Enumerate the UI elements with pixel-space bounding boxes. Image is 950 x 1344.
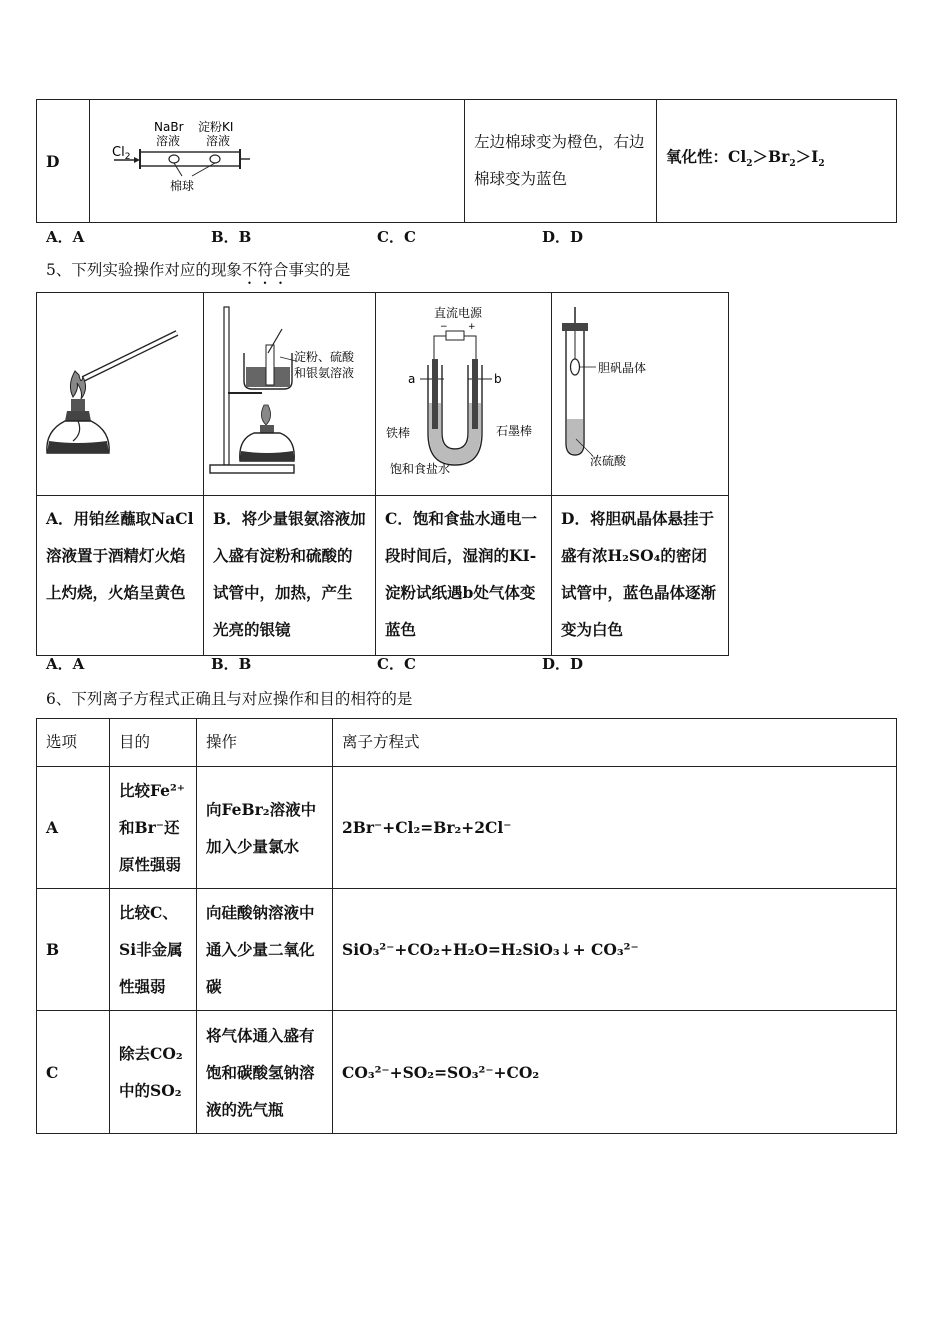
- b-label-2: 和银氨溶液: [294, 366, 355, 380]
- q5-diagram-d: [552, 293, 729, 496]
- c-brine-label: 饱和食盐水: [390, 462, 451, 476]
- q5-option-c[interactable]: C．C: [377, 655, 416, 673]
- q6-row-a-option: A: [37, 767, 110, 889]
- q6-row-c: [37, 1011, 897, 1134]
- q4-option-b[interactable]: B．B: [211, 228, 252, 246]
- q6-row-b-equation: SiO₃²⁻+CO₂+H₂O=H₂SiO₃↓+ CO₃²⁻: [333, 889, 897, 1011]
- q6-header-purpose: 目的: [110, 719, 197, 767]
- q6-row-b: [37, 889, 897, 1011]
- q6-header-equation: 离子方程式: [333, 719, 897, 767]
- q4-row-label: D: [37, 100, 90, 223]
- q5-option-a[interactable]: A．A: [46, 655, 85, 673]
- ki-solution-label: 溶液: [206, 134, 231, 148]
- d-crystal-label: 胆矾晶体: [598, 361, 647, 375]
- q6-row-c-purpose: 除去CO₂中的SO₂: [110, 1011, 197, 1134]
- q6-row-c-option: C: [37, 1011, 110, 1134]
- q4-conclusion-cell: [657, 100, 897, 223]
- q4-conclusion: 氧化性：$Cl_2>Br_2>I_2$: [666, 147, 825, 170]
- q5-emphasis: 不符合: [241, 261, 289, 279]
- q6-row-c-operation: 将气体通入盛有饱和碳酸氢钠溶液的洗气瓶: [197, 1011, 333, 1134]
- q6-row-b-option: B: [37, 889, 110, 1011]
- q5-cell-c: C．饱和食盐水通电一段时间后，湿润的KI-淀粉试纸遇b处气体变蓝色: [376, 496, 552, 656]
- c-a-label: a: [408, 372, 416, 386]
- q5-cell-a: A．用铂丝蘸取NaCl溶液置于酒精灯火焰上灼烧，火焰呈黄色: [37, 496, 204, 656]
- q5-cell-b: B．将少量银氨溶液加入盛有淀粉和硫酸的试管中，加热，产生光亮的银镜: [204, 496, 376, 656]
- c-power-label: 直流电源: [434, 306, 483, 320]
- svg-text:−: −: [440, 322, 448, 332]
- q6-row-b-operation: 向硅酸钠溶液中通入少量二氧化碳: [197, 889, 333, 1011]
- cl2-label: $Cl_2$: [112, 145, 131, 162]
- c-iron-label: 铁棒: [386, 426, 411, 440]
- q6-header-row: [37, 719, 897, 767]
- d-acid-label: 浓硫酸: [590, 454, 627, 468]
- nabr-solution-label: 溶液: [156, 134, 181, 148]
- ki-label: 淀粉KI: [198, 120, 234, 134]
- q4-table-row-d: [36, 99, 897, 223]
- test-tube-diagram: [552, 293, 729, 491]
- c-b-label: b: [494, 372, 502, 386]
- q6-row-a-operation: 向FeBr₂溶液中加入少量氯水: [197, 767, 333, 889]
- q4-option-d[interactable]: D．D: [542, 228, 584, 246]
- b-label-1: 淀粉、硫酸: [294, 350, 355, 364]
- q5-diagram-b: [204, 293, 376, 496]
- q6-row-c-equation: CO₃²⁻+SO₂=SO₃²⁻+CO₂: [333, 1011, 897, 1134]
- cl2-tube-diagram: [100, 114, 270, 214]
- q4-diagram-cell: [90, 100, 465, 223]
- water-bath-diagram: [204, 293, 376, 491]
- q6-row-a-purpose: 比较Fe²⁺和Br⁻还原性强弱: [110, 767, 197, 889]
- electrolysis-diagram: [376, 293, 552, 491]
- alcohol-lamp-diagram: [37, 293, 204, 491]
- q6-row-a: [37, 767, 897, 889]
- q5-cell-d: D．将胆矾晶体悬挂于盛有浓H₂SO₄的密闭试管中，蓝色晶体逐渐变为白色: [552, 496, 729, 656]
- q6-row-b-purpose: 比较C、Si非金属性强弱: [110, 889, 197, 1011]
- q5-option-b[interactable]: B．B: [211, 655, 252, 673]
- q5-table: [36, 292, 729, 656]
- c-graphite-label: 石墨棒: [496, 424, 533, 438]
- q4-option-a[interactable]: A．A: [46, 228, 85, 246]
- svg-text:+: +: [468, 322, 476, 332]
- cotton-label: 棉球: [170, 179, 195, 193]
- nabr-label: NaBr: [154, 120, 184, 134]
- q5-option-d[interactable]: D．D: [542, 655, 584, 673]
- q6-stem: 6、下列离子方程式正确且与对应操作和目的相符的是: [46, 690, 413, 708]
- q5-stem: 5、下列实验操作对应的现象不符合事实的是: [46, 261, 351, 279]
- q6-header-option: 选项: [37, 719, 110, 767]
- q4-option-c[interactable]: C．C: [377, 228, 416, 246]
- q6-table: [36, 718, 897, 1134]
- q5-diagram-c: [376, 293, 552, 496]
- q4-phenomenon-cell: 左边棉球变为橙色，右边棉球变为蓝色: [465, 100, 657, 223]
- q6-row-a-equation: 2Br⁻+Cl₂=Br₂+2Cl⁻: [333, 767, 897, 889]
- q5-diagram-a: [37, 293, 204, 496]
- q6-header-operation: 操作: [197, 719, 333, 767]
